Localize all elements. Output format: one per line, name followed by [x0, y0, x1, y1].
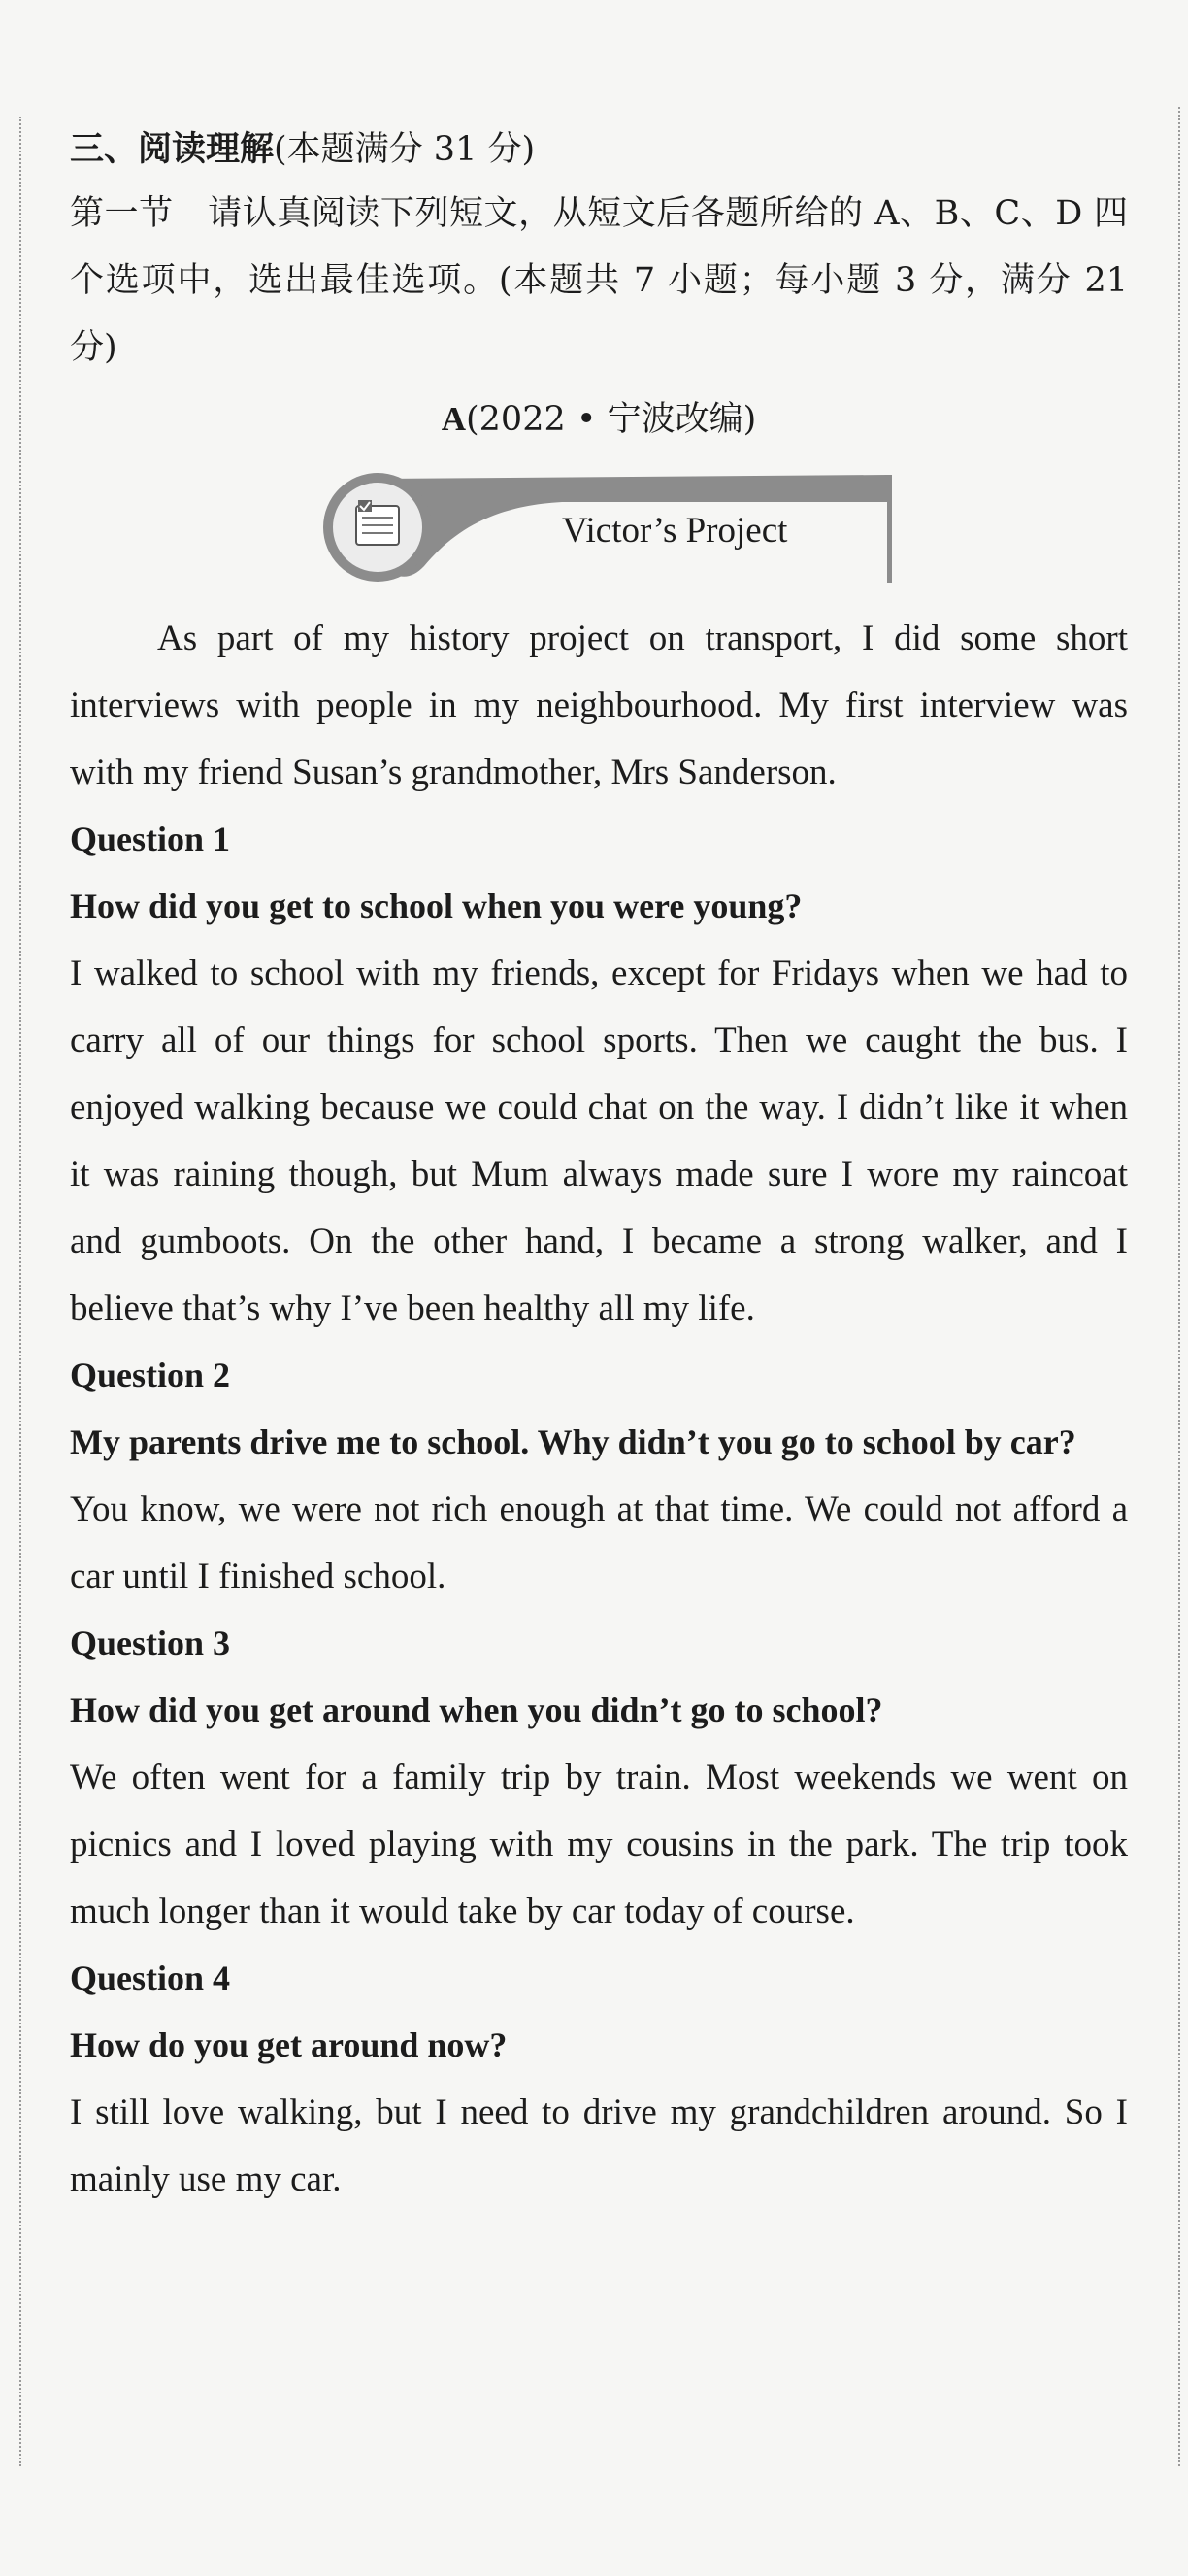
question-text: How did you get to school when you were young? — [70, 887, 803, 925]
question-3 — [70, 1610, 1128, 1945]
passage-title-banner — [319, 461, 940, 587]
question-text: How did you get around when you didn’t go to school? — [70, 1690, 883, 1729]
section-heading-note: (本题满分 31 分) — [274, 130, 536, 169]
passage-letter: A — [441, 400, 466, 438]
question-text: How do you get around now? — [70, 2025, 508, 2064]
question-label: Question 2 — [70, 1355, 231, 1394]
question-label: Question 4 — [70, 1958, 231, 1997]
answer-text: We often went for a family trip by train. Most weekends we went on picnics and I loved playing with my cousins in the park. The trip took much longer than it would take by car today of course. — [70, 1757, 1128, 1931]
left-margin-dotted-line — [19, 117, 21, 2466]
answer-text: I still love walking, but I need to drive my grandchildren around. So I mainly use my car. — [70, 2092, 1128, 2199]
passage-title: Victor’s Project — [562, 511, 788, 551]
question-1 — [70, 806, 1128, 1342]
question-4 — [70, 1945, 1128, 2213]
question-2 — [70, 1342, 1128, 1610]
section-heading-title: 三、阅读理解 — [70, 130, 275, 169]
passage-intro: As part of my history project on transport, I did some short interviews with people in my neighbourhood. My first interview was with my friend Susan’s grandmother, Mrs Sanderson. — [70, 619, 1128, 792]
question-label: Question 3 — [70, 1623, 231, 1662]
section-instructions: 第一节 请认真阅读下列短文，从短文后各题所给的 A、B、C、D 四个选项中，选出最佳选项。(本题共 7 小题；每小题 3 分，满分 21 分) — [70, 194, 1128, 367]
question-text: My parents drive me to school. Why didn’t you go to school by car? — [70, 1422, 1076, 1461]
answer-text: I walked to school with my friends, except for Fridays when we had to carry all of our things for school sports. Then we caught the bus. I enjoyed walking because we could chat on the way. I didn’t like it when it was raining though, but Mum always made sure I wore my raincoat and gumboots. On the other hand, I became a strong walker, and I believe that’s why I’ve been healthy all my life. — [70, 953, 1128, 1328]
passage-header — [70, 385, 1128, 453]
right-margin-dotted-line — [1178, 107, 1180, 2466]
section-heading — [70, 118, 1128, 181]
answer-text: You know, we were not rich enough at that time. We could not afford a car until I finished school. — [70, 1489, 1128, 1596]
question-label: Question 1 — [70, 820, 231, 858]
passage-source: (2022 • 宁波改编) — [466, 400, 757, 439]
notebook-icon — [356, 500, 399, 545]
page-content — [70, 118, 1128, 2213]
